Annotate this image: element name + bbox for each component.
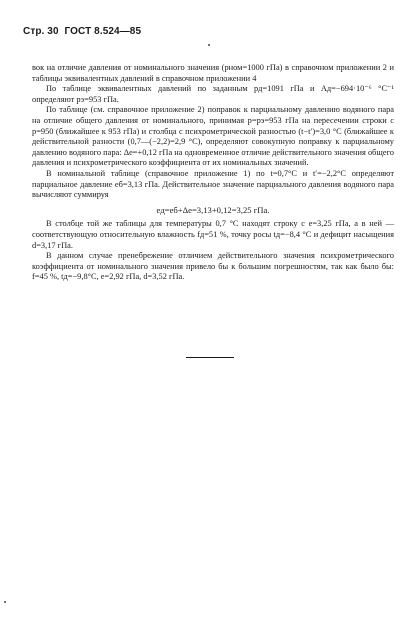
scan-speck	[208, 44, 210, 46]
paragraph-nominal-table: В номинальной таблице (справочное приложение 1) по t=0,7°C и t′=−2,2°C определяют парциальное давление eб=3,13 гПа. Действительное значение парциального давления водяного пара вычисляют суммируя	[32, 168, 394, 200]
end-rule	[186, 357, 234, 358]
paragraph-conclusion: В данном случае пренебрежение отличием действительного значения психрометрического коэффициента от номинального значения привело бы к большим погрешностям, так как было бы: f=45 %, tд=−9,8°C, e=2,92 гПа, d=3,52 гПа.	[32, 251, 394, 282]
page-number: Стр. 30	[23, 26, 59, 37]
formula-sum: eд=eб+Δe=3,13+0,12=3,25 гПа.	[156, 204, 270, 215]
paragraph-humidity-result: В столбце той же таблицы для температуры 0,7 °C находят строку с e=3,25 гПа, а в ней — соответствующую относительную влажность fд=51 %, точку росы tд=−8,4 °C и дефицит насыщения d=3,17 гПа.	[32, 219, 394, 250]
page-header	[23, 26, 141, 37]
paragraph-correction: По таблице (см. справочное приложение 2) поправок к парциальному давлению водяного пара на отличие общего давления от номинального, принимая p=pэ=953 гПа на пересечении строки с p=950 (ближайшее к 953 гПа) и столбца с психрометрической разностью (t−t′)=3,0 °C (ближайшее к действительной разности (0,7—(−2,2)=2,9 °C), определяют совокупную поправку к парциальному давлению водяного пара: Δe=+0,12 гПа на одновременное отличие действительного значения общего давления и психрометрического коэффициента от их номинальных значений.	[32, 105, 394, 168]
standard-designation: ГОСТ 8.524—85	[64, 26, 142, 37]
body-text	[32, 63, 394, 283]
paragraph-continuation: вок на отличие давления от номинального значения (pном=1000 гПа) в справочном приложении 2 и таблицы эквивалентных давлений в справочном приложении 4	[32, 63, 394, 83]
scan-speck	[4, 601, 6, 603]
paragraph-equivalent-pressure: По таблице эквивалентных давлений по заданным pд=1091 гПа и Aд=−694·10⁻⁶ °C⁻¹ определяют pэ=953 гПа.	[32, 84, 394, 104]
